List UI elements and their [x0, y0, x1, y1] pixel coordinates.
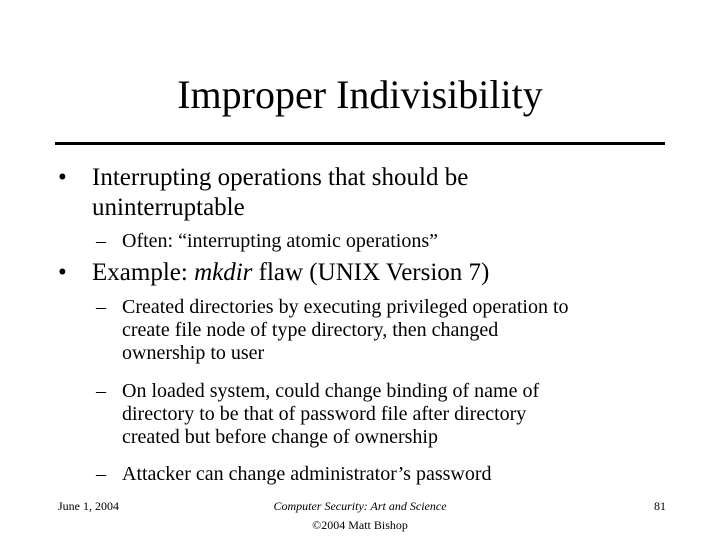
footer-copyright: ©2004 Matt Bishop — [312, 518, 408, 532]
bullet-text — [92, 163, 468, 223]
sub-bullet-2-2 — [96, 380, 706, 452]
sub-bullet-text — [122, 296, 569, 365]
dash-mark: – — [96, 463, 106, 485]
bullet-mark: • — [58, 164, 67, 191]
sub-bullet-line: ownership to user — [122, 342, 265, 364]
sub-bullet-line: create file node of type directory, then changed — [122, 319, 499, 341]
sub-bullet-2-1 — [96, 296, 706, 368]
sub-bullet-line: Often: “interrupting atomic operations” — [122, 230, 439, 252]
bullet-suffix: flaw (UNIX Version 7) — [252, 259, 490, 286]
sub-bullet-line: Created directories by executing privileged operation to — [122, 296, 569, 318]
dash-mark: – — [96, 296, 106, 318]
sub-bullet-2-3 — [96, 463, 706, 487]
dash-mark: – — [96, 380, 106, 402]
bullet-text — [92, 258, 489, 288]
dash-mark: – — [96, 230, 106, 252]
bullet-2 — [58, 258, 678, 288]
slide-title: Improper Indivisibility — [177, 72, 543, 117]
sub-bullet-text — [122, 380, 539, 449]
bullet-mark: • — [58, 259, 67, 286]
sub-bullet-line: Attacker can change administrator’s password — [122, 463, 492, 485]
footer-course-text: Computer Security: Art and Science — [273, 499, 447, 513]
sub-bullet-line: directory to be that of password file after directory — [122, 403, 527, 425]
sub-bullet-text — [122, 230, 438, 253]
title-underline — [55, 142, 665, 145]
sub-bullet-1-1 — [96, 230, 686, 254]
footer-center — [200, 497, 520, 535]
command-name: mkdir — [194, 259, 253, 286]
sub-bullet-text — [122, 463, 492, 486]
page-number: 81 — [654, 499, 666, 513]
sub-bullet-line: created but before change of ownership — [122, 426, 438, 448]
sub-bullet-line: On loaded system, could change binding of name of — [122, 380, 540, 402]
footer-date: June 1, 2004 — [58, 499, 119, 513]
bullet-line: uninterruptable — [92, 194, 245, 221]
bullet-1 — [58, 163, 678, 223]
footer-course — [200, 497, 520, 516]
bullet-line: Interrupting operations that should be — [92, 164, 469, 191]
bullet-prefix: Example: — [92, 259, 195, 286]
